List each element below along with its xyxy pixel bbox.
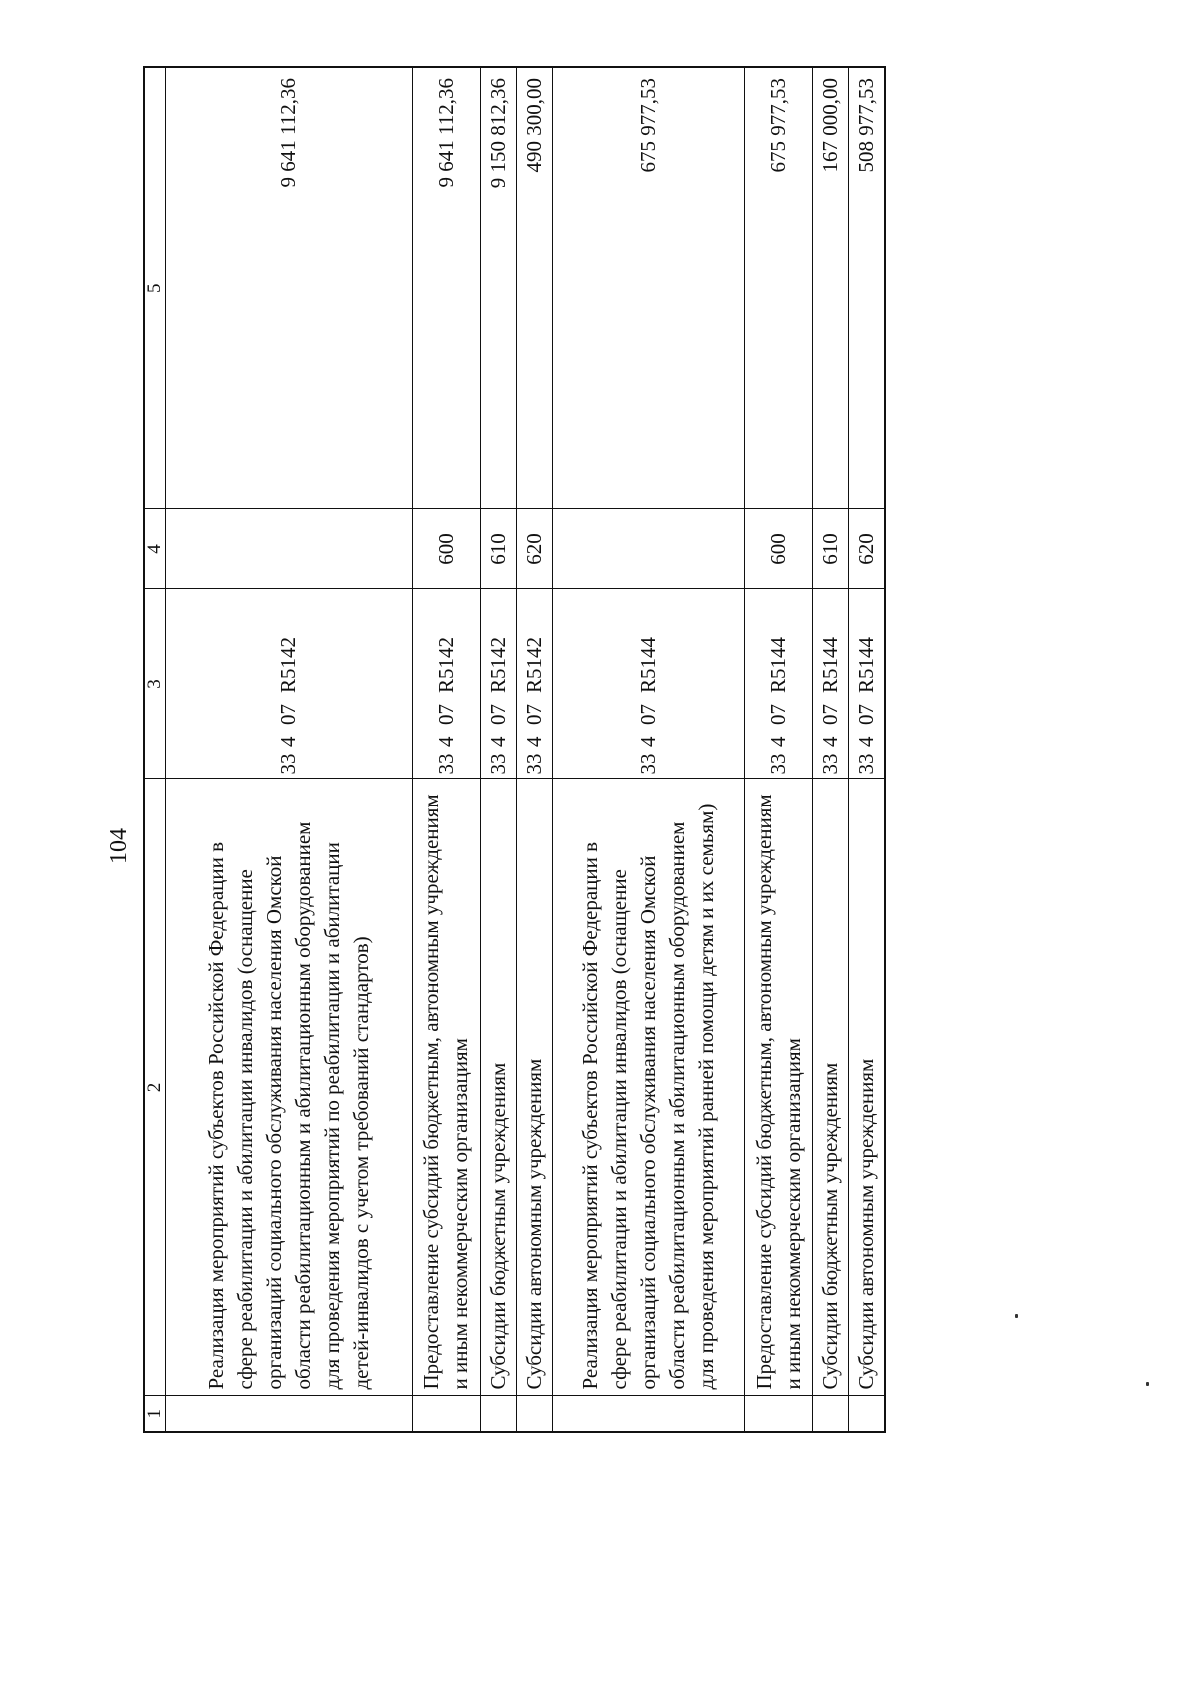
header-col-5: 5 [144,67,166,509]
code-subprogram: 4 [813,729,849,751]
code-event: 07 [166,697,413,729]
code-event: 07 [412,697,480,729]
code-subprogram: 4 [517,729,553,751]
code-program: 33 [517,751,553,779]
code-program: 33 [412,751,480,779]
row-name: Субсидии бюджетным учреждениям [813,779,849,1396]
code-subprogram: 4 [481,729,517,751]
row-name: Субсидии бюджетным учреждениям [481,779,517,1396]
table-row [481,67,517,1432]
code-program: 33 [553,751,745,779]
header-col-4: 4 [144,509,166,589]
code-direction: R5142 [481,589,517,697]
code-program: 33 [481,751,517,779]
sum-cell: 9 641 112,36 [412,67,480,509]
code-subprogram: 4 [744,729,812,751]
table-row [412,67,480,1432]
kvr-cell [553,509,745,589]
sum-cell: 167 000,00 [813,67,849,509]
code-event: 07 [553,697,745,729]
kvr-cell: 610 [813,509,849,589]
table-row [166,67,413,1432]
row-name: Реализация мероприятий субъектов Российской Федерации в сфере реабилитации и абилитации инвалидов (оснащение организаций социального обслуживания населения Омской области реабилитационным и абилитационным оборудованием для проведения мероприятий ранней помощи детям и их семьям) [553,779,745,1396]
code-direction: R5142 [412,589,480,697]
kvr-cell: 610 [481,509,517,589]
code-program: 33 [166,751,413,779]
table-row [849,67,885,1432]
code-direction: R5144 [813,589,849,697]
header-col-2: 2 [144,779,166,1396]
code-event: 07 [813,697,849,729]
row-number-cell [849,1396,885,1432]
code-event: 07 [481,697,517,729]
row-name: Реализация мероприятий субъектов Российской Федерации в сфере реабилитации и абилитации инвалидов (оснащение организаций социального обслуживания населения Омской области реабилитационным и абилитационным оборудованием для проведения мероприятий по реабилитации и абилитации детей-инвалидов с учетом требований стандартов) [166,779,413,1396]
table-row [813,67,849,1432]
row-number-cell [412,1396,480,1432]
sum-cell: 490 300,00 [517,67,553,509]
row-number-cell [553,1396,745,1432]
sum-cell: 675 977,53 [553,67,745,509]
scan-speck [1146,1382,1149,1386]
code-direction: R5144 [553,589,745,697]
code-direction: R5144 [744,589,812,697]
code-program: 33 [849,751,885,779]
scan-speck [1015,1314,1018,1318]
kvr-cell: 600 [412,509,480,589]
kvr-cell: 600 [744,509,812,589]
table-row [744,67,812,1432]
row-name: Субсидии автономным учреждениям [517,779,553,1396]
code-direction: R5144 [849,589,885,697]
table-row [553,67,745,1432]
table-header-row [144,67,166,1432]
row-name: Субсидии автономным учреждениям [849,779,885,1396]
page-number: 104 [106,828,132,864]
sum-cell: 675 977,53 [744,67,812,509]
row-name: Предоставление субсидий бюджетным, автономным учреждениям и иным некоммерческим организациям [412,779,480,1396]
code-subprogram: 4 [553,729,745,751]
code-direction: R5142 [517,589,553,697]
table-row [517,67,553,1432]
row-number-cell [166,1396,413,1432]
code-event: 07 [849,697,885,729]
header-col-3: 3 [144,589,166,779]
code-subprogram: 4 [166,729,413,751]
code-event: 07 [517,697,553,729]
row-number-cell [517,1396,553,1432]
code-program: 33 [744,751,812,779]
row-name: Предоставление субсидий бюджетным, автономным учреждениям и иным некоммерческим организациям [744,779,812,1396]
budget-table-container [143,68,886,1433]
code-direction: R5142 [166,589,413,697]
sum-cell: 9 641 112,36 [166,67,413,509]
sum-cell: 9 150 812,36 [481,67,517,509]
header-col-1: 1 [144,1396,166,1432]
code-subprogram: 4 [849,729,885,751]
budget-table [143,66,886,1433]
row-number-cell [481,1396,517,1432]
code-event: 07 [744,697,812,729]
kvr-cell: 620 [849,509,885,589]
kvr-cell: 620 [517,509,553,589]
code-program: 33 [813,751,849,779]
row-number-cell [744,1396,812,1432]
code-subprogram: 4 [412,729,480,751]
row-number-cell [813,1396,849,1432]
kvr-cell [166,509,413,589]
sum-cell: 508 977,53 [849,67,885,509]
